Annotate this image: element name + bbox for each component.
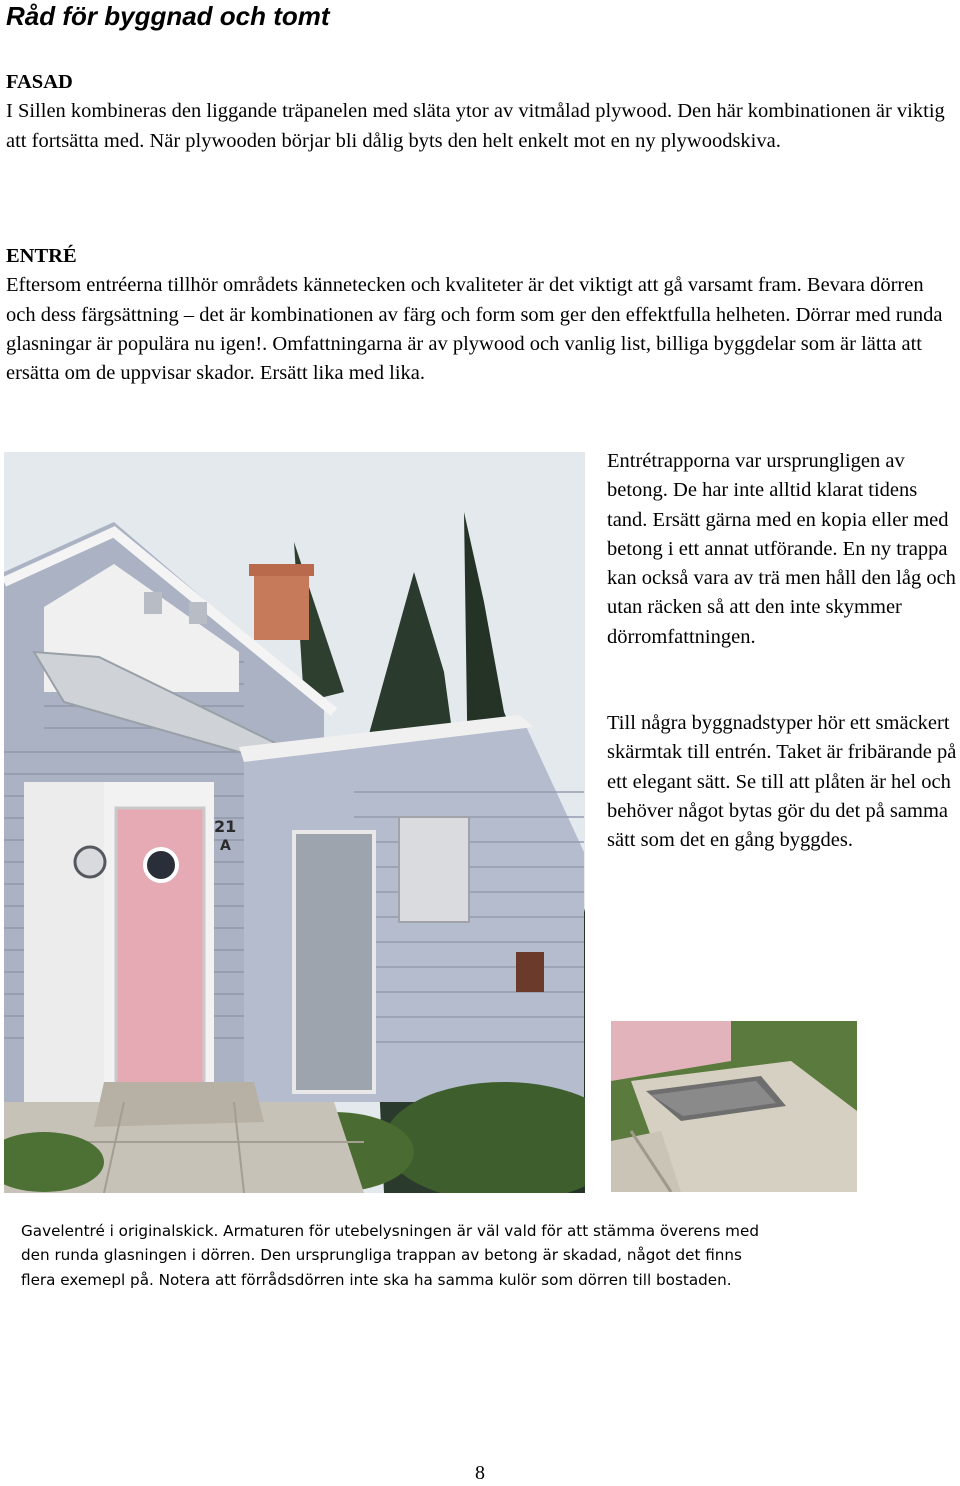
- house-entrance-photo: [4, 452, 585, 1193]
- caption-line: den runda glasningen i dörren. Den ursprungliga trappan av betong är skadad, något det finns: [21, 1246, 742, 1265]
- side-note-stairs: [607, 447, 957, 652]
- photo-caption: [21, 1219, 941, 1292]
- fasad-section: [6, 68, 956, 156]
- caption-line: Gavelentré i originalskick. Armaturen för utebelysningen är väl vald för att stämma överens med: [21, 1222, 759, 1240]
- fasad-heading: FASAD: [6, 71, 73, 93]
- side-note-awning: [607, 709, 957, 855]
- entre-text: Eftersom entréerna tillhör områdets kännetecken och kvaliteter är det viktigt att gå varsamt fram. Bevara dörren och dess färgsättning – det är kombinationen av färg och form som ger den effektfulla helheten. Dörrar med runda glasningar är populära nu igen!. Omfattningarna är av plywood och vanlig list, billiga byggdelar som är lätta att ersätta om de uppvisar skador. Ersätt lika med lika.: [6, 274, 943, 385]
- fasad-text: I Sillen kombineras den liggande träpanelen med släta ytor av vitmålad plywood. Den här kombinationen är viktig att fortsätta med. När plywooden börjar bli dålig byts den helt enkelt mot en ny plywoodskiva.: [6, 100, 945, 152]
- page-title: Råd för byggnad och tomt: [6, 1, 330, 31]
- house-number: 21: [214, 817, 237, 836]
- house-letter: A: [220, 838, 231, 854]
- side-note-stairs-text: Entrétrapporna var ursprungligen av betong. De har inte alltid klarat tidens tand. Ersätt gärna med en kopia eller med betong i ett annat utförande. En ny trappa kan också vara av trä men håll den låg och utan räcken så att den inte skymmer dörromfattningen.: [607, 450, 956, 648]
- page-number: 8: [475, 1462, 485, 1484]
- caption-line: flera exemepl på. Notera att förrådsdörren inte ska ha samma kulör som dörren till bostaden.: [21, 1270, 732, 1289]
- side-note-awning-text: Till några byggnadstyper hör ett smäckert skärmtak till entrén. Taket är fribärande på ett elegant sätt. Se till att plåten är hel och behöver något bytas gör du det på samma sätt som det en gång byggdes.: [607, 712, 957, 852]
- entre-section: [6, 242, 956, 388]
- entre-heading: ENTRÉ: [6, 245, 77, 267]
- damaged-stair-photo: [611, 1021, 857, 1192]
